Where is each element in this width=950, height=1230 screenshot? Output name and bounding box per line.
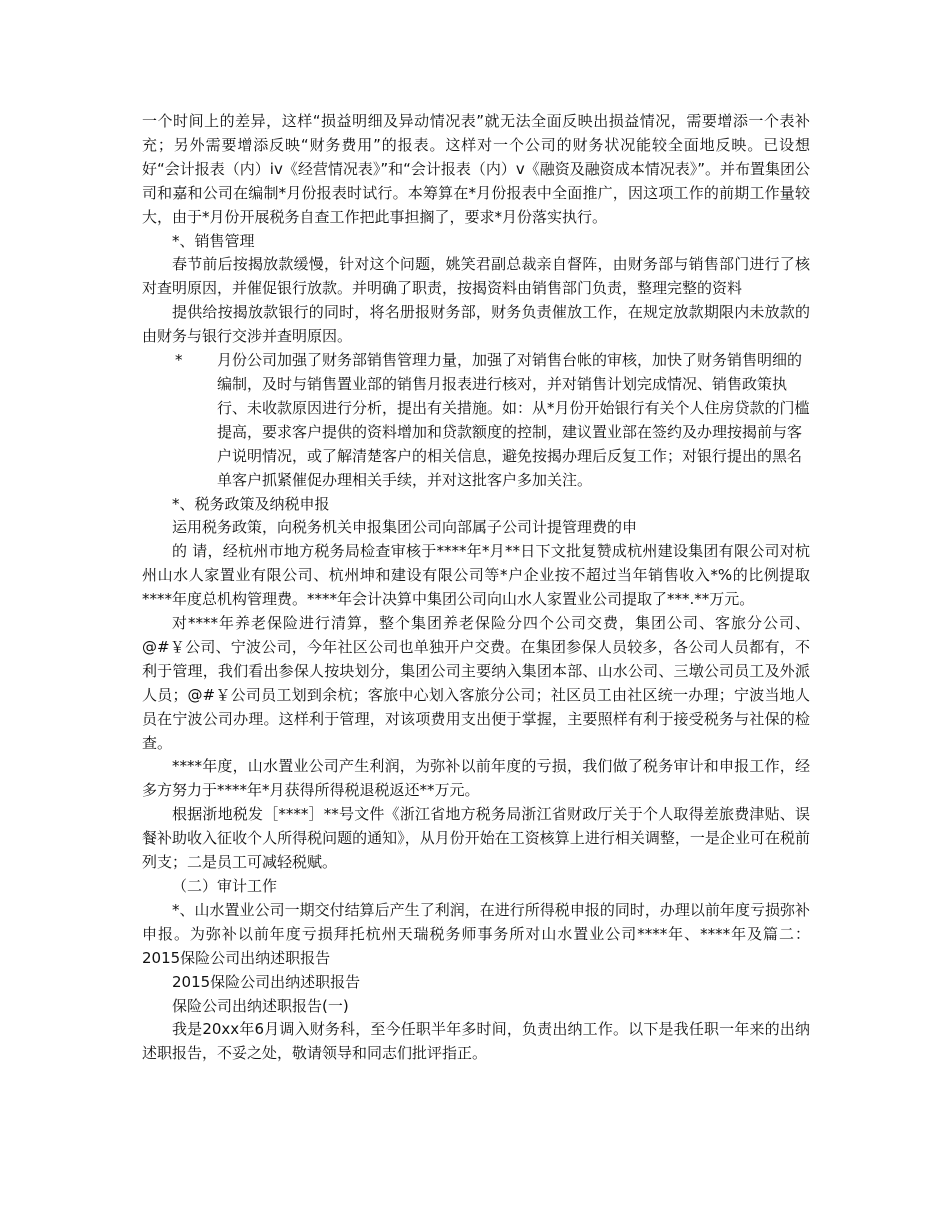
- heading-sales-management: *、销售管理: [172, 231, 255, 250]
- subtitle-cashier-report-one: 保险公司出纳述职报告(一): [172, 996, 349, 1015]
- paragraph-mortgage-loans: 春节前后按揭放款缓慢，针对这个问题，姚笑君副总裁亲自督阵，由财务部与销售部门进行了核对查明原因，并催促银行放款。并明确了职责，按揭资料由销售部门负责，整理完整的资料: [142, 255, 810, 298]
- paragraph-tax-refund: ****年度，山水置业公司产生利润，为弥补以前年度的亏损，我们做了税务审计和申报工作，经多方努力于****年*月获得所得税退税返还**万元。: [142, 757, 810, 800]
- paragraph-report-forms: 一个时间上的差异，这样“损益明细及异动情况表”就无法全面反映出损益情况，需要增添一个表补充；另外需要增添反映“财务费用”的报表。这样对一个公司的财务状况能较全面地反映。已设想好“会计报表（内）iv《经营情况表》”和“会计报表（内）v《融资及融资成本情况表》”。并布置集团公司和嘉和公司在编制*月份报表时试行。本筹算在*月份报表中全面推广，因这项工作的前期工作量较大，由于*月份开展税务自查工作把此事担搁了，要求*月份落实执行。: [142, 112, 811, 226]
- paragraph-pension-insurance: 对****年养老保险进行清算，整个集团养老保险分四个公司交费，集团公司、客旅分公司、@#￥公司、宁波公司，今年社区公司也单独开户交费。在集团参保人员较多，各公司人员都有，不利于管理，我们看出参保人按块划分，集团公司主要纳入集团本部、山水公司、三墩公司员工及外派人员；@#￥公司员工划到余杭；客旅中心划入客旅分公司；社区员工由社区统一办理；宁波当地人员在宁波公司办理。这样利于管理，对该项费用支出便于掌握，主要照样有利于接受税务与社保的检查。: [142, 614, 810, 752]
- heading-tax-policy: *、税务政策及纳税申报: [172, 494, 330, 513]
- paragraph-management-fee: 的 请，经杭州市地方税务局检查审核于****年*月**日下文批复赞成杭州建设集团有限公司对杭州山水人家置业有限公司、杭州坤和建设有限公司等*户企业按不超过当年销售收入*%的比例提取****年度总机构管理费。****年会计决算中集团公司向山水人家置业公司提取了***.**万元。: [142, 542, 810, 609]
- paragraph-tax-declaration: 运用税务政策，向税务机关申报集团公司向部属子公司计提管理费的申: [172, 518, 638, 537]
- document-body: [142, 110, 810, 1066]
- bullet-mark: *: [175, 351, 183, 370]
- bullet-text: 月份公司加强了财务部销售管理力量，加强了对销售台帐的审核，加快了财务销售明细的编制，及时与销售置业部的销售月报表进行核对，并对销售计划完成情况、销售政策执行、未收款原因进行分析，提出有关措施。如：从*月份开始银行有关个人住房贷款的门槛提高，要求客户提供的资料增加和贷款额度的控制，建议置业部在签约及办理按揭前与客户说明情况，或了解清楚客户的相关信息，避免按揭办理后反复工作；对银行提出的黑名单客户抓紧催促办理相关手续，并对这批客户多加关注。: [217, 351, 810, 489]
- paragraph-bank-submission: 提供给按揭放款银行的同时，将名册报财务部，财务负责催放工作，在规定放款期限内未放款的由财务与银行交涉并查明原因。: [142, 303, 810, 346]
- bullet-item-sales-strengthening: [142, 349, 810, 492]
- paragraph-audit-detail: *、山水置业公司一期交付结算后产生了利润，在进行所得税申报的同时，办理以前年度亏损弥补申报。为弥补以前年度亏损拜托杭州天瑞税务师事务所对山水置业公司****年、****年及篇二：2015保险公司出纳述职报告: [142, 900, 810, 967]
- paragraph-cashier-intro: 我是20xx年6月调入财务科，至今任职半年多时间，负责出纳工作。以下是我任职一年来的出纳述职报告，不妥之处，敬请领导和同志们批评指正。: [142, 1020, 810, 1063]
- paragraph-travel-allowance: 根据浙地税发［****］**号文件《浙江省地方税务局浙江省财政厅关于个人取得差旅费津贴、误餐补助收入征收个人所得税问题的通知》，从月份开始在工资核算上进行相关调整，一是企业可在税前列支；二是员工可减轻税赋。: [142, 805, 810, 872]
- title-cashier-report: 2015保险公司出纳述职报告: [172, 972, 361, 991]
- heading-audit-work: （二）审计工作: [172, 877, 278, 895]
